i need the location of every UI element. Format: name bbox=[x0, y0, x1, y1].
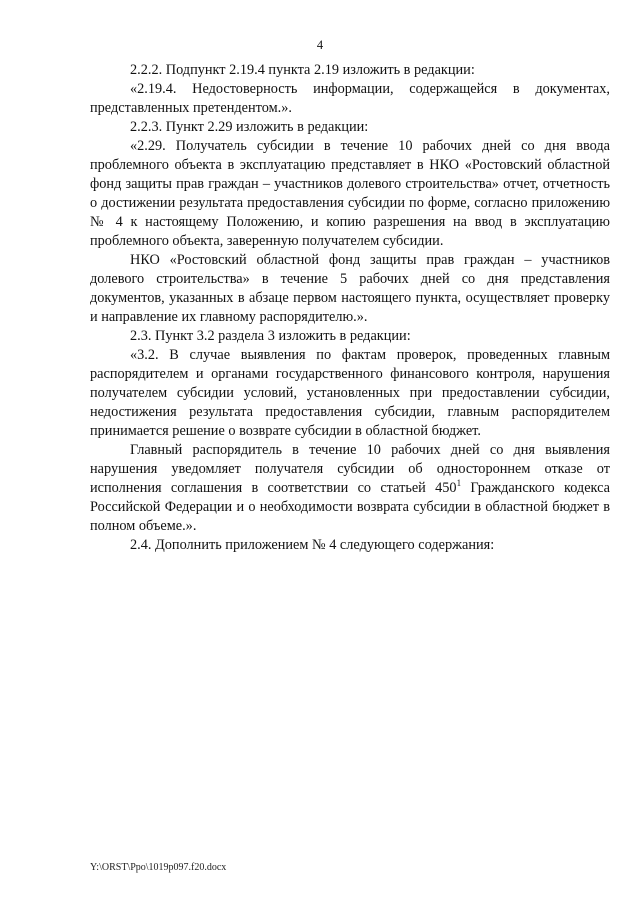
document-body bbox=[90, 61, 610, 555]
paragraph-2-2-3: 2.2.3. Пункт 2.29 изложить в редакции: bbox=[130, 119, 369, 135]
page-number: 4 bbox=[316, 38, 324, 52]
paragraph-2-4: 2.4. Дополнить приложением № 4 следующего содержания: bbox=[130, 537, 495, 553]
paragraph-2-3: 2.3. Пункт 3.2 раздела 3 изложить в редакции: bbox=[130, 328, 411, 344]
paragraph-2-29: «2.29. Получатель субсидии в течение 10 рабочих дней со дня ввода проблемного объекта в эксплуатацию представляет в НКО «Ростовский областной фонд защиты прав граждан – участников долевого строительства» отчет, отчетность о достижении результата предоставления субсидии по форме, согласно приложению № 4 к настоящему Положению, и копию разрешения на ввод в эксплуатацию проблемного объекта, заверенную получателем субсидии. bbox=[90, 138, 610, 249]
paragraph-nko-review: НКО «Ростовский областной фонд защиты прав граждан – участников долевого строительства» в течение 5 рабочих дней со дня представления документов, указанных в абзаце первом настоящего пункта, осуществляет проверку и направление их главному распорядителю.». bbox=[90, 252, 610, 325]
footer-file-path: Y:\ORST\Ppo\1019p097.f20.docx bbox=[90, 862, 227, 873]
paragraph-main-distributor bbox=[90, 441, 610, 536]
superscript-article: 1 bbox=[456, 478, 462, 488]
paragraph-main-distributor-text-b: Гражданского кодекса Российской Федерации и о необходимости возврата субсидии в областной бюджет в полном объеме.». bbox=[90, 480, 611, 534]
paragraph-main-distributor-text-a: Главный распорядитель в течение 10 рабочих дней со дня выявления нарушения уведомляет получателя субсидии об одностороннем отказе от исполнения соглашения в соответствии со статьей 450 bbox=[90, 442, 610, 496]
paragraph-2-2-2: 2.2.2. Подпункт 2.19.4 пункта 2.19 изложить в редакции: bbox=[130, 62, 475, 78]
paragraph-2-19-4: «2.19.4. Недостоверность информации, содержащейся в документах, представленных претендентом.». bbox=[90, 81, 610, 116]
paragraph-3-2: «3.2. В случае выявления по фактам проверок, проведенных главным распорядителем и органами государственного финансового контроля, нарушения получателем субсидии условий, установленных при предоставлении субсидии, недостижения результата предоставления субсидии, главным распорядителем принимается решение о возврате субсидии в областной бюджет. bbox=[90, 347, 610, 439]
